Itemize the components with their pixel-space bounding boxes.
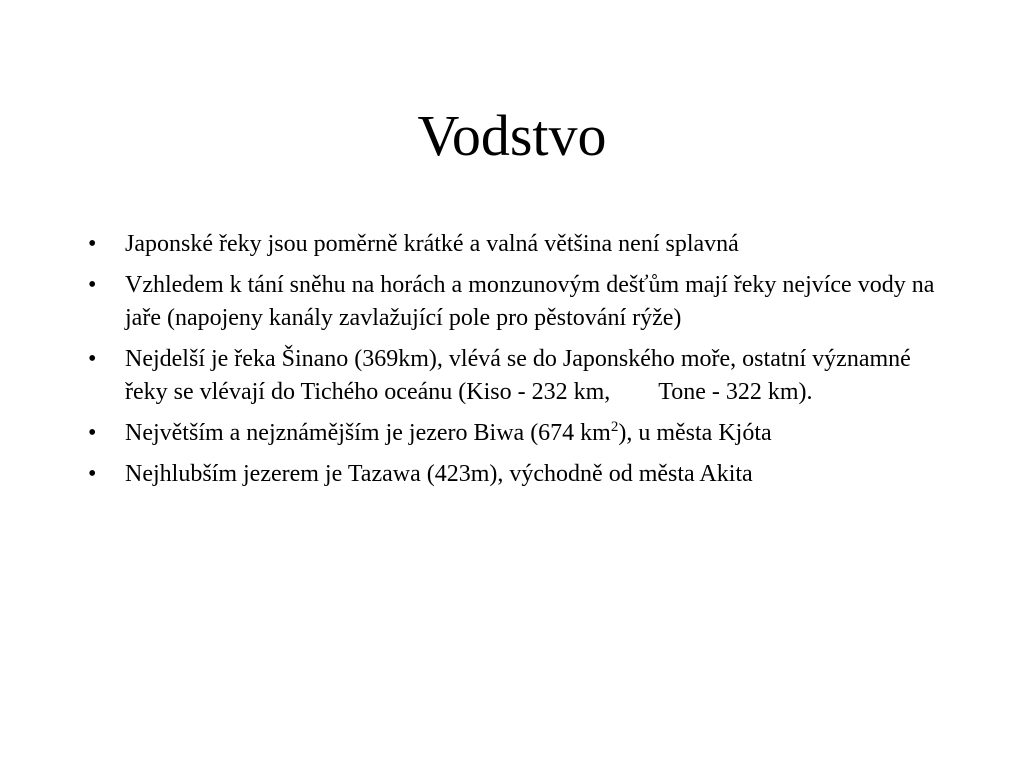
bullet-marker: • [88, 346, 97, 372]
bullet-text: Vzhledem k tání sněhu na horách a monzunovým dešťům mají řeky nejvíce vody na jaře (napojeny kanály zavlažující pole pro pěstování rýže) [125, 272, 935, 331]
bullet-text [125, 420, 772, 446]
bullet-item-largest-lake [88, 417, 948, 450]
bullet-text [125, 346, 911, 405]
slide-title: Vodstvo [417, 103, 607, 168]
bullet-item-rivers-short [88, 228, 948, 261]
bullet-text-part: ), u města Kjóta [618, 420, 772, 446]
bullet-marker: • [88, 461, 97, 487]
bullet-text: Japonské řeky jsou poměrně krátké a valná většina není splavná [125, 231, 739, 257]
superscript: 2 [610, 419, 619, 435]
bullet-item-longest-river [88, 343, 948, 409]
bullet-marker: • [88, 272, 97, 298]
bullet-text-part: Největším a nejznámějším je jezero Biwa (674 km [125, 420, 611, 446]
bullet-marker: • [88, 231, 97, 257]
bullet-marker: • [88, 420, 97, 446]
bullet-text: Nejhlubším jezerem je Tazawa (423m), východně od města Akita [125, 461, 753, 487]
bullet-text-part: Tone - 322 km). [658, 379, 813, 405]
bullet-item-spring-water [88, 269, 948, 335]
bullet-list [88, 228, 948, 499]
bullet-item-deepest-lake [88, 458, 948, 491]
bullet-text-part: Nejdelší je řeka Šinano (369km), vlévá se do Japonského moře, ostatní významné řeky se vlévají do Tichého oceánu (Kiso - 232 km, [125, 346, 911, 405]
